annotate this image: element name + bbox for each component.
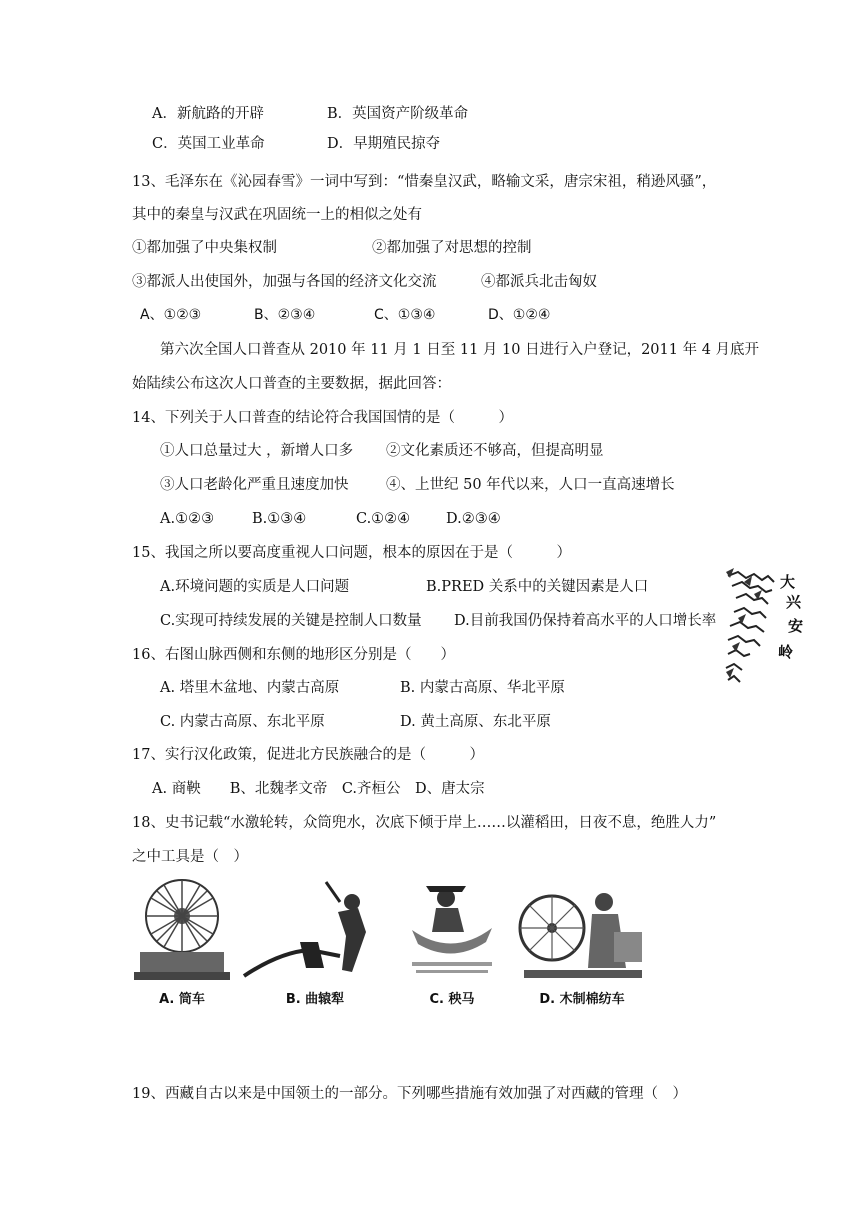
q13-item-4: ④都派兵北击匈奴	[481, 274, 597, 290]
tool-a-tongche	[130, 872, 234, 1012]
q16-option-c: C. 内蒙古高原、东北平原	[160, 714, 325, 730]
q14-option-c: C.①②④	[356, 511, 411, 527]
q14-item-3: ③人口老龄化严重且速度加快	[160, 477, 349, 493]
q17-stem: 17、实行汉化政策，促进北方民族融合的是（ ）	[132, 747, 484, 763]
tool-a-caption: A. 筒车	[159, 992, 205, 1007]
q12-option-c: C．英国工业革命	[152, 136, 265, 152]
map-label-an: 安	[788, 617, 804, 635]
q18-tool-images	[130, 872, 650, 1012]
q13-stem-line-1: 13、毛泽东在《沁园春雪》一词中写到：“惜秦皇汉武，略输文采，唐宗宋祖，稍逊风骚”，	[132, 174, 717, 190]
q15-option-d: D.目前我国仍保持着高水平的人口增长率	[454, 613, 717, 629]
tool-b-quyuanli	[240, 872, 390, 1012]
q19-stem: 19、西藏自古以来是中国领土的一部分。下列哪些措施有效加强了对西藏的管理（ ）	[132, 1086, 687, 1102]
mountain-range-map	[724, 568, 806, 692]
q13-item-2: ②都加强了对思想的控制	[372, 240, 532, 256]
q16-option-a: A. 塔里木盆地、内蒙古高原	[160, 680, 340, 696]
q14-item-1: ①人口总量过大 ，新增人口多	[160, 443, 354, 459]
q12-option-a: A．新航路的开辟	[152, 106, 264, 122]
q15-option-c: C.实现可持续发展的关键是控制人口数量	[160, 613, 422, 629]
q12-option-d: D．早期殖民掠夺	[327, 136, 441, 152]
seedling-horse-icon	[406, 872, 498, 984]
q18-stem-line-1: 18、史书记载“水激轮转，众筒兜水，次底下倾于岸上……以灌稻田，日夜不息，绝胜人力”	[132, 815, 717, 831]
tool-c-yangma	[406, 872, 498, 1012]
q13-item-3: ③都派人出使国外，加强与各国的经济文化交流	[132, 274, 437, 290]
q13-option-a: A、①②③	[140, 307, 202, 323]
tool-c-caption: C. 秧马	[429, 992, 475, 1007]
q14-item-4: ④、上世纪 50 年代以来，人口一直高速增长	[386, 477, 675, 493]
q12-option-b: B．英国资产阶级革命	[327, 106, 469, 122]
q13-option-b: B、②③④	[254, 307, 316, 323]
map-label-da: 大	[780, 573, 796, 591]
q14-option-b: B.①③④	[252, 511, 307, 527]
tool-b-caption: B. 曲辕犁	[285, 992, 345, 1007]
water-wheel-icon	[130, 872, 234, 984]
q14-stem: 14、下列关于人口普查的结论符合我国国情的是（ ）	[132, 410, 513, 426]
q13-option-d: D、①②④	[488, 307, 551, 323]
q13-stem-line-2: 其中的秦皇与汉武在巩固统一上的相似之处有	[132, 207, 422, 223]
census-intro-line-1: 第六次全国人口普查从 2010 年 11 月 1 日至 11 月 10 日进行入户登记，2011 年 4 月底开	[160, 342, 760, 358]
q16-option-d: D. 黄土高原、东北平原	[400, 714, 551, 730]
q17-options: A. 商鞅 B、北魏孝文帝 C.齐桓公 D、唐太宗	[152, 781, 485, 797]
plough-icon	[240, 872, 390, 984]
q15-stem: 15、我国之所以要高度重视人口问题，根本的原因在于是（ ）	[132, 545, 571, 561]
tool-d-caption: D. 木制棉纺车	[539, 992, 625, 1007]
q13-option-c: C、①③④	[374, 307, 436, 323]
q16-stem: 16、右图山脉西侧和东侧的地形区分别是（ ）	[132, 647, 455, 663]
q14-option-a: A.①②③	[160, 511, 215, 527]
map-label-ling: 岭	[778, 643, 794, 661]
q15-option-a: A.环境问题的实质是人口问题	[160, 579, 350, 595]
q18-stem-line-2: 之中工具是（ ）	[132, 849, 248, 865]
tool-d-spinning-wheel	[518, 872, 646, 1012]
q14-option-d: D.②③④	[446, 511, 501, 527]
q14-item-2: ②文化素质还不够高，但提高明显	[386, 443, 604, 459]
census-intro-line-2: 始陆续公布这次人口普查的主要数据，据此回答：	[132, 376, 451, 392]
spinning-wheel-icon	[518, 872, 646, 984]
map-label-xing: 兴	[786, 593, 802, 611]
q15-option-b: B.PRED 关系中的关键因素是人口	[426, 579, 649, 595]
q13-item-1: ①都加强了中央集权制	[132, 240, 277, 256]
q16-option-b: B. 内蒙古高原、华北平原	[400, 680, 565, 696]
